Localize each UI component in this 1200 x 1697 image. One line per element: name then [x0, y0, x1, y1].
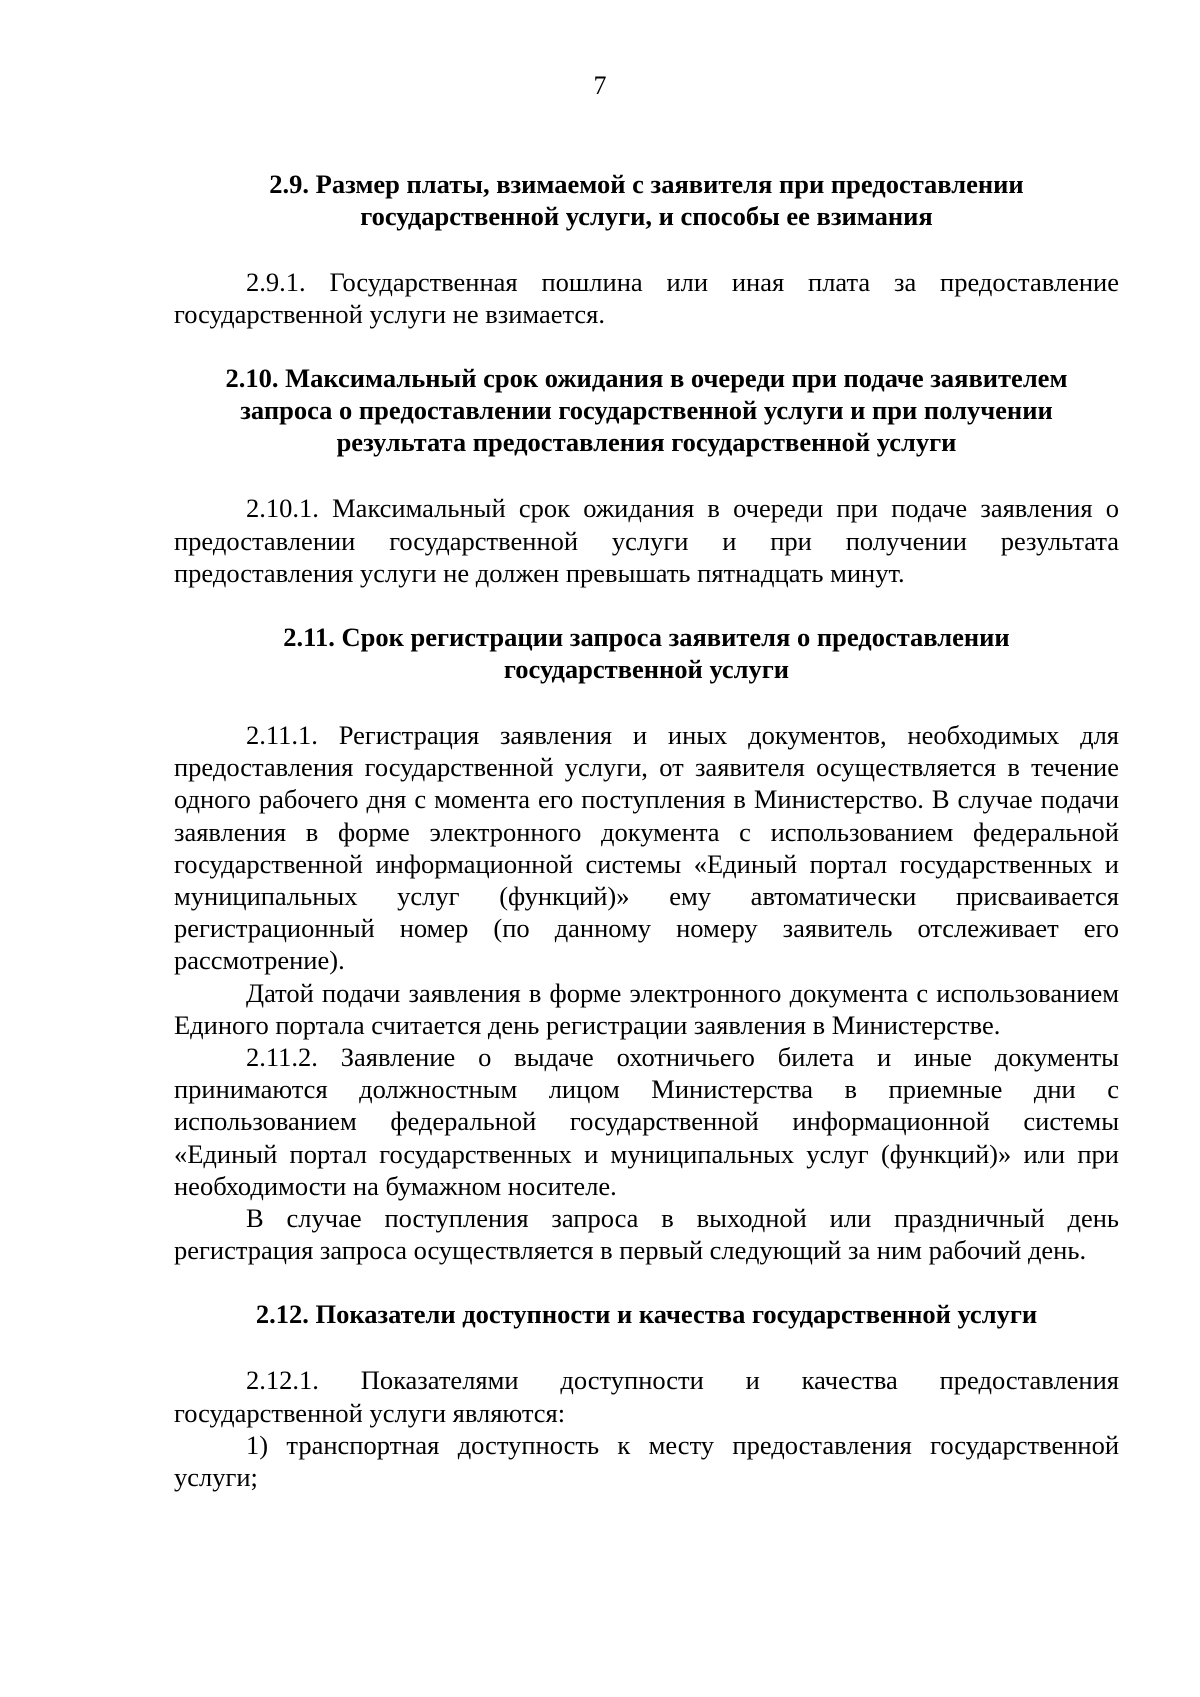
section-heading-2-12	[174, 1298, 1119, 1330]
heading-line: 2.11. Срок регистрации запроса заявителя о предоставлении	[283, 622, 1010, 653]
heading-line: результата предоставления государственной услуги	[336, 427, 957, 458]
page-number: 7	[593, 71, 607, 100]
heading-line: 2.12. Показатели доступности и качества государственной услуги	[255, 1299, 1038, 1330]
heading-line: запроса о предоставлении государственной услуги и при получении	[240, 395, 1053, 426]
paragraph-2-9-1: 2.9.1. Государственная пошлина или иная плата за предоставление государственной услуги не взимается.	[174, 267, 1119, 330]
paragraph-2-11-holiday: В случае поступления запроса в выходной или праздничный день регистрация запроса осуществляется в первый следующий за ним рабочий день.	[174, 1203, 1119, 1266]
heading-line: государственной услуги, и способы ее взимания	[360, 201, 933, 231]
list-item-1: 1) транспортная доступность к месту предоставления государственной услуги;	[174, 1429, 1119, 1493]
heading-line: государственной услуги	[503, 654, 790, 685]
section-heading-2-11	[174, 621, 1119, 685]
document-body	[174, 168, 1119, 1493]
paragraph-2-11-1: 2.11.1. Регистрация заявления и иных документов, необходимых для предоставления государственной услуги, от заявителя осуществляется в течение одного рабочего дня с момента его поступления в Министерство. В случае подачи заявления в форме электронного документа с использованием федеральной государственной информационной системы «Единый портал государственных и муниципальных услуг (функций)» ему автоматически присваивается регистрационный номер (по данному номеру заявитель отслеживает его рассмотрение).	[174, 720, 1119, 976]
paragraph-2-12-1: 2.12.1. Показателями доступности и качества предоставления государственной услуги являются:	[174, 1365, 1119, 1428]
paragraph-2-11-date: Датой подачи заявления в форме электронного документа с использованием Единого портала считается день регистрации заявления в Министерстве.	[174, 977, 1119, 1040]
heading-line: 2.9. Размер платы, взимаемой с заявителя при предоставлении	[269, 169, 1024, 199]
paragraph-2-11-2: 2.11.2. Заявление о выдаче охотничьего билета и иные документы принимаются должностным лицом Министерства в приемные дни с использованием федеральной государственной информационной системы «Единый портал государственных и муниципальных услуг (функций)» или при необходимости на бумажном носителе.	[174, 1042, 1119, 1201]
paragraph-2-10-1: 2.10.1. Максимальный срок ожидания в очереди при подаче заявления о предоставлении государственной услуги и при получении результата предоставления услуги не должен превышать пятнадцать минут.	[174, 493, 1119, 588]
section-heading-2-9	[174, 168, 1119, 232]
heading-line: 2.10. Максимальный срок ожидания в очереди при подаче заявителем	[225, 363, 1068, 394]
section-heading-2-10	[174, 362, 1119, 458]
